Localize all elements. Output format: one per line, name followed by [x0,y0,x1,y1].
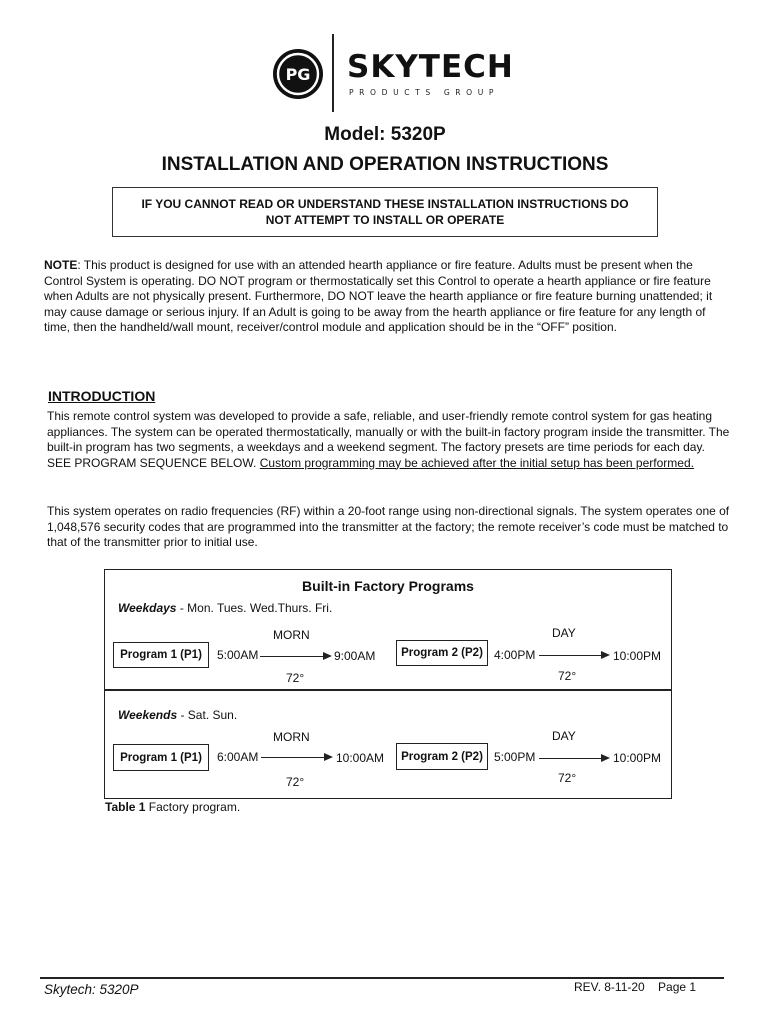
footer-doc-name: Skytech: 5320P [44,982,139,997]
weekdays-p2-arrow [539,655,608,656]
weekdays-p1-start: 5:00AM [217,648,259,662]
intro-p1-underlined: Custom programming may be achieved after the initial setup has been performed. [259,455,694,470]
weekends-p1-end: 10:00AM [336,751,385,765]
intro-p1-text: This remote control system was developed to provide a safe, reliable, and user-friendly remote control system for gas heating appliances. The system can be operated thermostatically, manually or with the built-in factory program inside the transmitter. The built-in program has two segments, a weekdays and a weekend segment. The factory presets are time periods for each day. SEE PROGRAM SEQUENCE BELOW. [47,409,730,470]
introduction-paragraph-1 [47,409,732,471]
weekdays-morn-label: MORN [273,628,310,642]
weekdays-label: Weekdays - Mon. Tues. Wed.Thurs. Fri. [118,601,333,615]
note-text: : This product is designed for use with an attended hearth appliance or fire feature. Adults must be present when the Control System is operating. DO NOT program or thermostatically set this Control to operate a hearth appliance or fire feature when Adults are not physically present. Furthermore, DO NOT leave the hearth appliance or fire feature burning unattended; it may cause damage or serious injury. If an Adult is going to be away from the hearth appliance or fire feature for any length of time, then the handheld/wall mount, receiver/control module and application should be in the “OFF” position. [44,258,713,334]
logo-divider [332,34,334,112]
weekends-p2-arrow [539,758,608,759]
weekdays-p2-start: 4:00PM [494,648,536,662]
weekdays-p1-temp: 72° [286,671,305,685]
weekends-p2-temp: 72° [558,771,577,785]
footer-rule [40,977,724,979]
weekdays-program-1-box: Program 1 (P1) [113,642,209,668]
weekdays-p2-end: 10:00PM [613,649,662,663]
weekends-p2-end: 10:00PM [613,751,662,765]
weekends-p2-start: 5:00PM [494,750,536,764]
weekdays-p1-end: 9:00AM [334,649,376,663]
weekends-p1-start: 6:00AM [217,750,259,764]
weekends-program-2-box: Program 2 (P2) [396,743,488,770]
weekends-label: Weekends - Sat. Sun. [118,708,238,722]
note-label: NOTE [44,258,78,272]
weekdays-program-2-box: Program 2 (P2) [396,640,488,666]
weekends-p1-temp: 72° [286,775,305,789]
weekends-morn-label: MORN [273,730,310,744]
warning-box [112,187,658,237]
svg-text:PG: PG [285,65,311,84]
table-title: Built-in Factory Programs [302,578,474,594]
skytech-logo [272,34,512,112]
table-divider [105,689,671,691]
introduction-heading: INTRODUCTION [48,388,156,404]
warning-text: IF YOU CANNOT READ OR UNDERSTAND THESE INSTALLATION INSTRUCTIONS DO NOT ATTEMPT TO INSTALL OR OPERATE [141,196,629,227]
footer-revision-page: REV. 8-11-20 Page 1 [574,980,697,994]
weekends-program-1-box: Program 1 (P1) [113,744,209,771]
weekends-p1-arrow [261,757,331,758]
pg-logo-icon [272,48,324,100]
weekends-day-label: DAY [552,729,576,743]
introduction-paragraph-2: This system operates on radio frequencies (RF) within a 20-foot range using non-directional signals. The system operates one of 1,048,576 security codes that are programmed into the transmitter at the factory; the remote receiver’s code must be matched to that of the transmitter prior to initial use. [47,504,730,549]
note-paragraph [44,258,732,336]
weekdays-p1-arrow [260,656,330,657]
table-caption: Table 1 Factory program. [105,800,241,814]
brand-name: SKYTECH [347,49,514,85]
weekdays-p2-temp: 72° [558,669,577,683]
document-title: INSTALLATION AND OPERATION INSTRUCTIONS [161,154,609,175]
brand-subtitle: PRODUCTS GROUP [349,88,500,97]
model-title: Model: 5320P [324,124,446,145]
factory-program-table [104,569,672,799]
weekdays-day-label: DAY [552,626,576,640]
